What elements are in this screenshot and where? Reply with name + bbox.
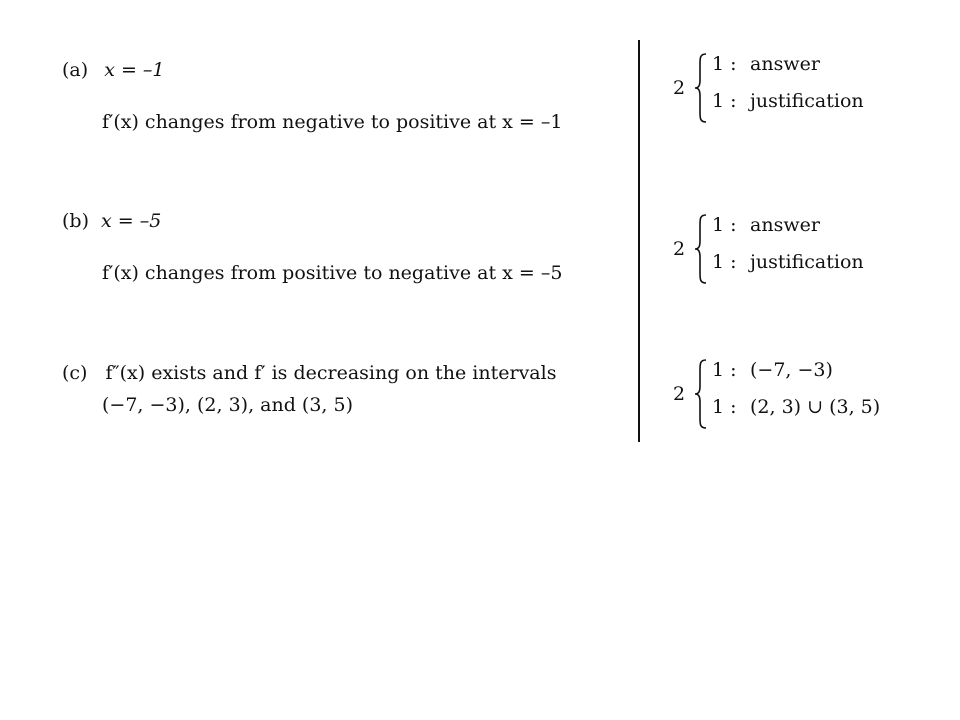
part-a-answer: x = –1 bbox=[104, 59, 165, 81]
part-c-intervals: (−7, −3), (2, 3), and (3, 5) bbox=[102, 394, 354, 416]
rubric-item-text: answer bbox=[750, 53, 820, 75]
left-brace-icon bbox=[692, 213, 710, 285]
part-a-label: (a) bbox=[62, 59, 89, 81]
rubric-item bbox=[712, 395, 880, 419]
part-b-justification: f′(x) changes from positive to negative at x = –5 bbox=[102, 262, 563, 284]
part-b-answer: x = –5 bbox=[101, 210, 162, 232]
rubric-item-text: justification bbox=[750, 251, 864, 273]
rubric-item bbox=[712, 213, 820, 237]
rubric-item-points: 1 : bbox=[712, 359, 737, 381]
part-c-label: (c) bbox=[62, 362, 88, 384]
part-a-answer-line bbox=[62, 58, 165, 82]
rubric-item bbox=[712, 250, 864, 274]
left-brace-icon bbox=[692, 358, 710, 430]
left-brace-icon bbox=[692, 52, 710, 124]
rubric-item bbox=[712, 52, 820, 76]
rubric-part-a bbox=[670, 52, 920, 124]
rubric-item-text: answer bbox=[750, 214, 820, 236]
rubric-item-text: (2, 3) ∪ (3, 5) bbox=[750, 396, 881, 418]
rubric-item-text: justification bbox=[750, 90, 864, 112]
part-c-line-1 bbox=[62, 361, 556, 385]
rubric-item bbox=[712, 89, 864, 113]
rubric-part-c bbox=[670, 358, 920, 430]
rubric-points: 2 bbox=[673, 77, 686, 99]
part-b-answer-line bbox=[62, 209, 161, 233]
column-divider bbox=[638, 40, 640, 442]
rubric-item bbox=[712, 358, 833, 382]
rubric-item-points: 1 : bbox=[712, 214, 737, 236]
rubric-points: 2 bbox=[673, 238, 686, 260]
rubric-part-b bbox=[670, 213, 920, 285]
rubric-item-points: 1 : bbox=[712, 396, 737, 418]
part-a-justification: f′(x) changes from negative to positive at x = –1 bbox=[102, 111, 563, 133]
rubric-item-points: 1 : bbox=[712, 53, 737, 75]
rubric-item-points: 1 : bbox=[712, 251, 737, 273]
rubric-item-points: 1 : bbox=[712, 90, 737, 112]
part-b-label: (b) bbox=[62, 210, 89, 232]
rubric-item-text: (−7, −3) bbox=[750, 359, 833, 381]
part-c-statement: f″(x) exists and f′ is decreasing on the intervals bbox=[105, 362, 557, 384]
rubric-points: 2 bbox=[673, 383, 686, 405]
